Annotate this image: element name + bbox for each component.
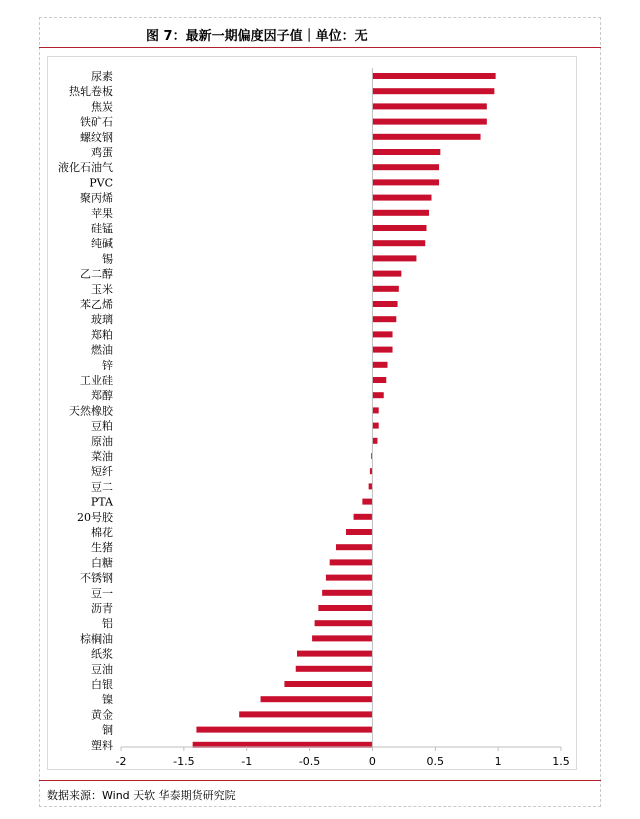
category-label: 白银	[91, 678, 113, 691]
category-label: 豆油	[91, 662, 113, 676]
bar-乙二醇	[372, 271, 401, 277]
category-label: 豆粕	[91, 419, 113, 433]
bar-PVC	[372, 179, 439, 185]
x-tick-label: 0.5	[426, 755, 445, 768]
figure-title: 图 7：最新一期偏度因子值｜单位：无	[146, 29, 368, 44]
x-axis	[116, 68, 570, 768]
bar-燃油	[372, 347, 392, 353]
category-label: 天然橡胶	[69, 404, 113, 418]
bar-热轧卷板	[372, 88, 494, 94]
bar-苹果	[372, 210, 429, 216]
bar-白糖	[330, 559, 373, 565]
bar-黄金	[239, 711, 372, 717]
bar-玉米	[372, 286, 398, 292]
category-label: 玻璃	[91, 313, 113, 327]
category-label: 不锈钢	[80, 571, 113, 585]
category-label: 苯乙烯	[80, 298, 113, 311]
bar-郑醇	[372, 392, 383, 398]
category-label: 短纤	[91, 465, 113, 479]
bar-豆油	[296, 666, 373, 672]
x-tick-label: -1.5	[173, 755, 195, 768]
bar-豆二	[369, 483, 373, 489]
bar-镍	[261, 696, 373, 702]
category-label: PVC	[89, 176, 113, 190]
category-label: 豆二	[91, 480, 113, 494]
category-label: 锌	[102, 358, 113, 372]
source-note: 数据来源：Wind 天软 华泰期货研究院	[47, 789, 236, 802]
category-label: 纸浆	[91, 647, 113, 661]
bar-液化石油气	[372, 164, 439, 170]
category-label: 20号胶	[77, 510, 113, 524]
bar-铜	[196, 727, 372, 733]
category-label: 棕榈油	[80, 632, 113, 646]
category-label: 鸡蛋	[91, 146, 113, 159]
category-label: 乙二醇	[80, 267, 113, 281]
category-labels	[58, 69, 114, 752]
category-label: 锡	[102, 252, 113, 266]
category-label: 郑醇	[91, 389, 113, 403]
bar-锡	[372, 255, 416, 261]
bar-纯碱	[372, 240, 425, 246]
footer-rule	[39, 780, 601, 781]
bar-纸浆	[297, 651, 372, 657]
bar-焦炭	[372, 103, 486, 109]
category-label: 菜油	[91, 450, 113, 463]
bar-棉花	[346, 529, 372, 535]
category-label: 豆一	[91, 586, 113, 600]
category-label: 塑料	[91, 738, 113, 752]
bar-硅锰	[372, 225, 426, 231]
category-label: 燃油	[91, 343, 113, 357]
bar-苯乙烯	[372, 301, 397, 307]
bar-锌	[372, 362, 387, 368]
x-tick-label: -1	[241, 755, 253, 768]
category-label: 铝	[102, 617, 113, 631]
category-label: 原油	[91, 434, 113, 448]
category-label: 黄金	[91, 708, 113, 722]
category-label: 尿素	[91, 70, 113, 83]
bar-豆粕	[372, 423, 378, 429]
bar-20号胶	[354, 514, 373, 520]
category-label: 热轧卷板	[69, 85, 113, 99]
category-label: 液化石油气	[58, 161, 113, 175]
bar-螺纹钢	[372, 134, 480, 140]
category-label: 棉花	[91, 526, 113, 539]
category-label: 焦炭	[91, 100, 113, 114]
bar-玻璃	[372, 316, 396, 322]
x-tick-label: -2	[115, 755, 127, 768]
bar-铝	[315, 620, 373, 626]
x-tick-label: -0.5	[298, 755, 321, 768]
bar-豆一	[322, 590, 372, 596]
category-label: 工业硅	[80, 374, 113, 387]
bar-铁矿石	[372, 119, 486, 125]
bar-沥青	[318, 605, 372, 611]
category-label: 铁矿石	[80, 115, 113, 129]
bar-生猪	[336, 544, 372, 550]
category-label: 生猪	[91, 541, 113, 555]
category-label: 铜	[102, 723, 113, 737]
category-label: 苹果	[91, 206, 113, 220]
category-label: 白糖	[91, 556, 113, 570]
bar-白银	[284, 681, 372, 687]
bar-聚丙烯	[372, 195, 431, 201]
category-label: 聚丙烯	[80, 191, 113, 205]
category-label: 硅锰	[91, 222, 113, 235]
bar-工业硅	[372, 377, 386, 383]
category-label: 郑粕	[91, 328, 113, 342]
x-tick-label: 0	[368, 755, 376, 768]
category-label: 螺纹钢	[80, 130, 113, 144]
bar-PTA	[362, 499, 372, 505]
category-label: 镍	[102, 693, 113, 707]
category-label: 沥青	[91, 602, 113, 615]
category-label: 玉米	[91, 282, 113, 296]
bar-郑粕	[372, 331, 392, 337]
category-label: 纯碱	[91, 237, 113, 251]
x-tick-label: 1	[494, 755, 502, 768]
bars-group	[193, 73, 496, 748]
bar-棕榈油	[312, 635, 372, 641]
category-label: PTA	[90, 495, 113, 509]
x-tick-label: 1.5	[552, 755, 570, 768]
bar-不锈钢	[326, 575, 373, 581]
bar-原油	[372, 438, 377, 444]
bar-鸡蛋	[372, 149, 440, 155]
bar-天然橡胶	[372, 407, 378, 413]
bar-尿素	[372, 73, 495, 79]
